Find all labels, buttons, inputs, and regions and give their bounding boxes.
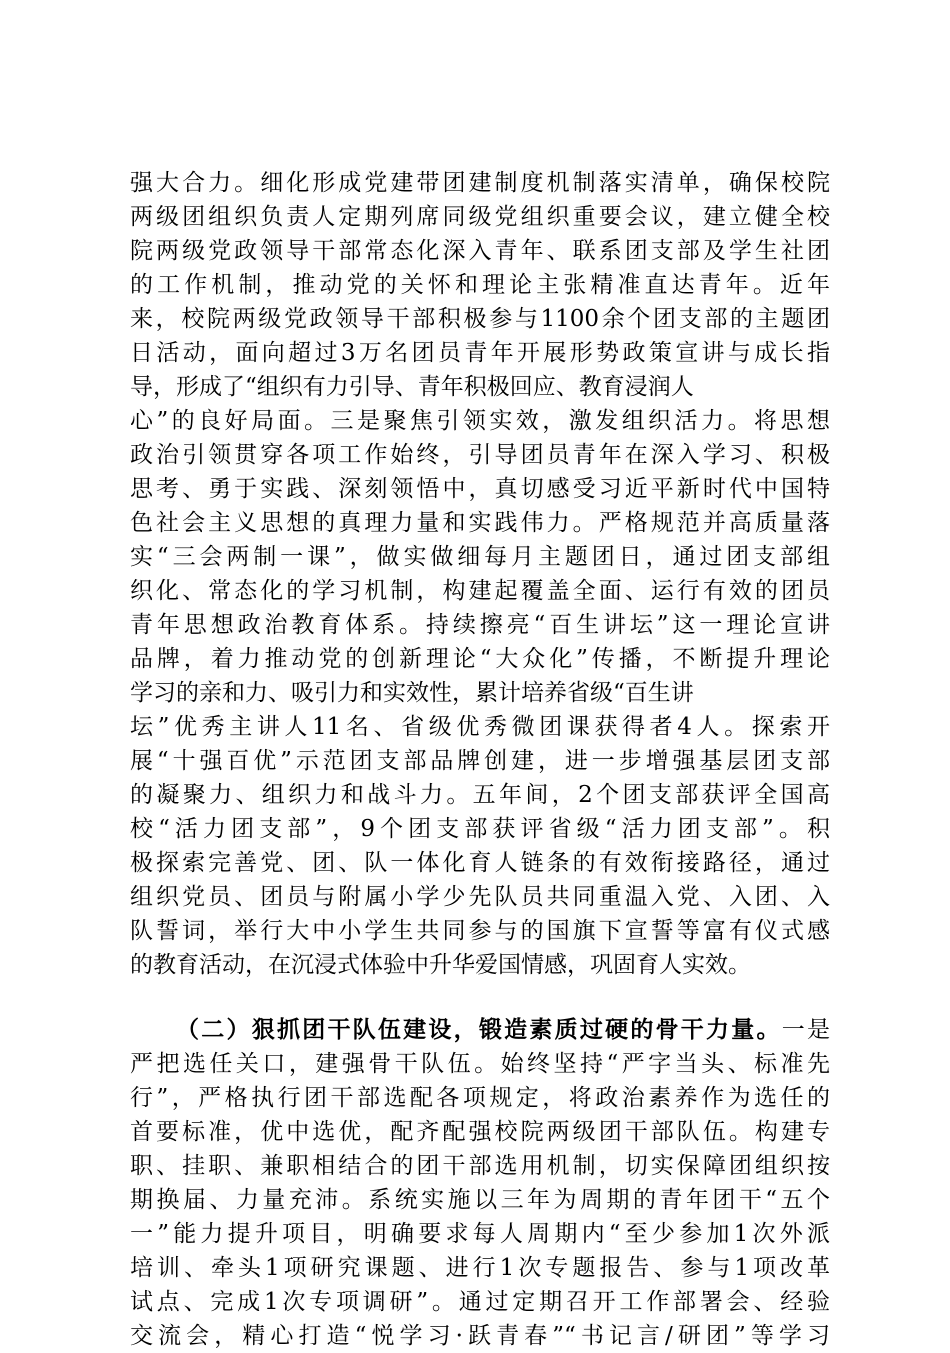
paragraph-2-body [130, 1047, 830, 1353]
text-line: 织化、常态化的学习机制，构建起覆盖全面、运行有效的团员 [130, 578, 830, 604]
text-line: 试点、完成1次专项调研”。通过定期召开工作部署会、经验 [130, 1289, 830, 1315]
text-line: 强大合力。细化形成党建带团建制度机制落实清单，确保校院 [130, 170, 830, 196]
text-line: 思考、勇于实践、深刻领悟中，真切感受习近平新时代中国特 [130, 476, 830, 502]
text-line: 学习的亲和力、吸引力和实效性，累计培养省级“百生讲 [130, 680, 694, 706]
text-line: 行”，严格执行团干部选配各项规定，将政治素养作为选任的 [130, 1085, 830, 1111]
paragraph-2 [130, 1013, 830, 1353]
text-line: 心”的良好局面。三是聚焦引领实效，激发组织活力。将思想 [130, 408, 830, 434]
text-line: 色社会主义思想的真理力量和实践伟力。严格规范并高质量落 [130, 510, 830, 536]
text-line: 院两级党政领导干部常态化深入青年、联系团支部及学生社团 [130, 238, 830, 264]
text-line: 日活动，面向超过3万名团员青年开展形势政策宣讲与成长指 [130, 340, 830, 366]
section-heading: （二）狠抓团干队伍建设，锻造素质过硬的骨干力量。 [176, 1016, 782, 1043]
text-line: 培训、牵头1项研究课题、进行1次专题报告、参与1项改革 [130, 1255, 830, 1281]
text-line: 队誓词，举行大中小学生共同参与的国旗下宣誓等富有仪式感 [130, 918, 830, 944]
text-line: 极探索完善党、团、队一体化育人链条的有效衔接路径，通过 [130, 850, 830, 876]
text-line: 两级团组织负责人定期列席同级党组织重要会议，建立健全校 [130, 204, 830, 230]
text-line: 的教育活动，在沉浸式体验中升华爱国情感，巩固育人实效。 [130, 952, 751, 978]
text-line: 的工作机制，推动党的关怀和理论主张精准直达青年。近年 [130, 272, 830, 298]
text-line: 实“三会两制一课”，做实做细每月主题团日，通过团支部组 [130, 544, 830, 570]
text-line: 组织党员、团员与附属小学少先队员共同重温入党、入团、入 [130, 884, 830, 910]
text-line: 交流会，精心打造“悦学习·跃青春”“书记言/研团”等学习 [130, 1323, 830, 1349]
text-line: 来，校院两级党政领导干部积极参与1100余个团支部的主题团 [130, 306, 830, 332]
paragraph-gap [130, 982, 830, 1013]
text-line: 一”能力提升项目，明确要求每人周期内“至少参加1次外派 [130, 1221, 830, 1247]
text-line: 严把选任关口，建强骨干队伍。始终坚持“严字当头、标准先 [130, 1051, 830, 1077]
text-line: 展“十强百优”示范团支部品牌创建，进一步增强基层团支部 [130, 748, 830, 774]
text-line: 首要标准，优中选优，配齐配强校院两级团干部队伍。构建专 [130, 1119, 830, 1145]
text-line: 导，形成了“组织有力引导、青年积极回应、教育浸润人 [130, 374, 694, 400]
text-line: 职、挂职、兼职相结合的团干部选用机制，切实保障团组织按 [130, 1153, 830, 1179]
paragraph-1 [130, 166, 830, 982]
paragraph-2-first-line [130, 1013, 830, 1047]
heading-continuation: 一是 [781, 1017, 831, 1043]
text-line: 的凝聚力、组织力和战斗力。五年间，2个团支部获评全国高 [130, 782, 830, 808]
text-line: 政治引领贯穿各项工作始终，引导团员青年在深入学习、积极 [130, 442, 830, 468]
text-line: 坛”优秀主讲人11名、省级优秀微团课获得者4人。探索开 [130, 714, 830, 740]
text-line: 校“活力团支部”，9个团支部获评省级“活力团支部”。积 [130, 816, 830, 842]
text-line: 青年思想政治教育体系。持续擦亮“百生讲坛”这一理论宣讲 [130, 612, 830, 638]
text-line: 期换届、力量充沛。系统实施以三年为周期的青年团干“五个 [130, 1187, 830, 1213]
text-line: 品牌，着力推动党的创新理论“大众化”传播，不断提升理论 [130, 646, 830, 672]
document-body [130, 166, 830, 1353]
